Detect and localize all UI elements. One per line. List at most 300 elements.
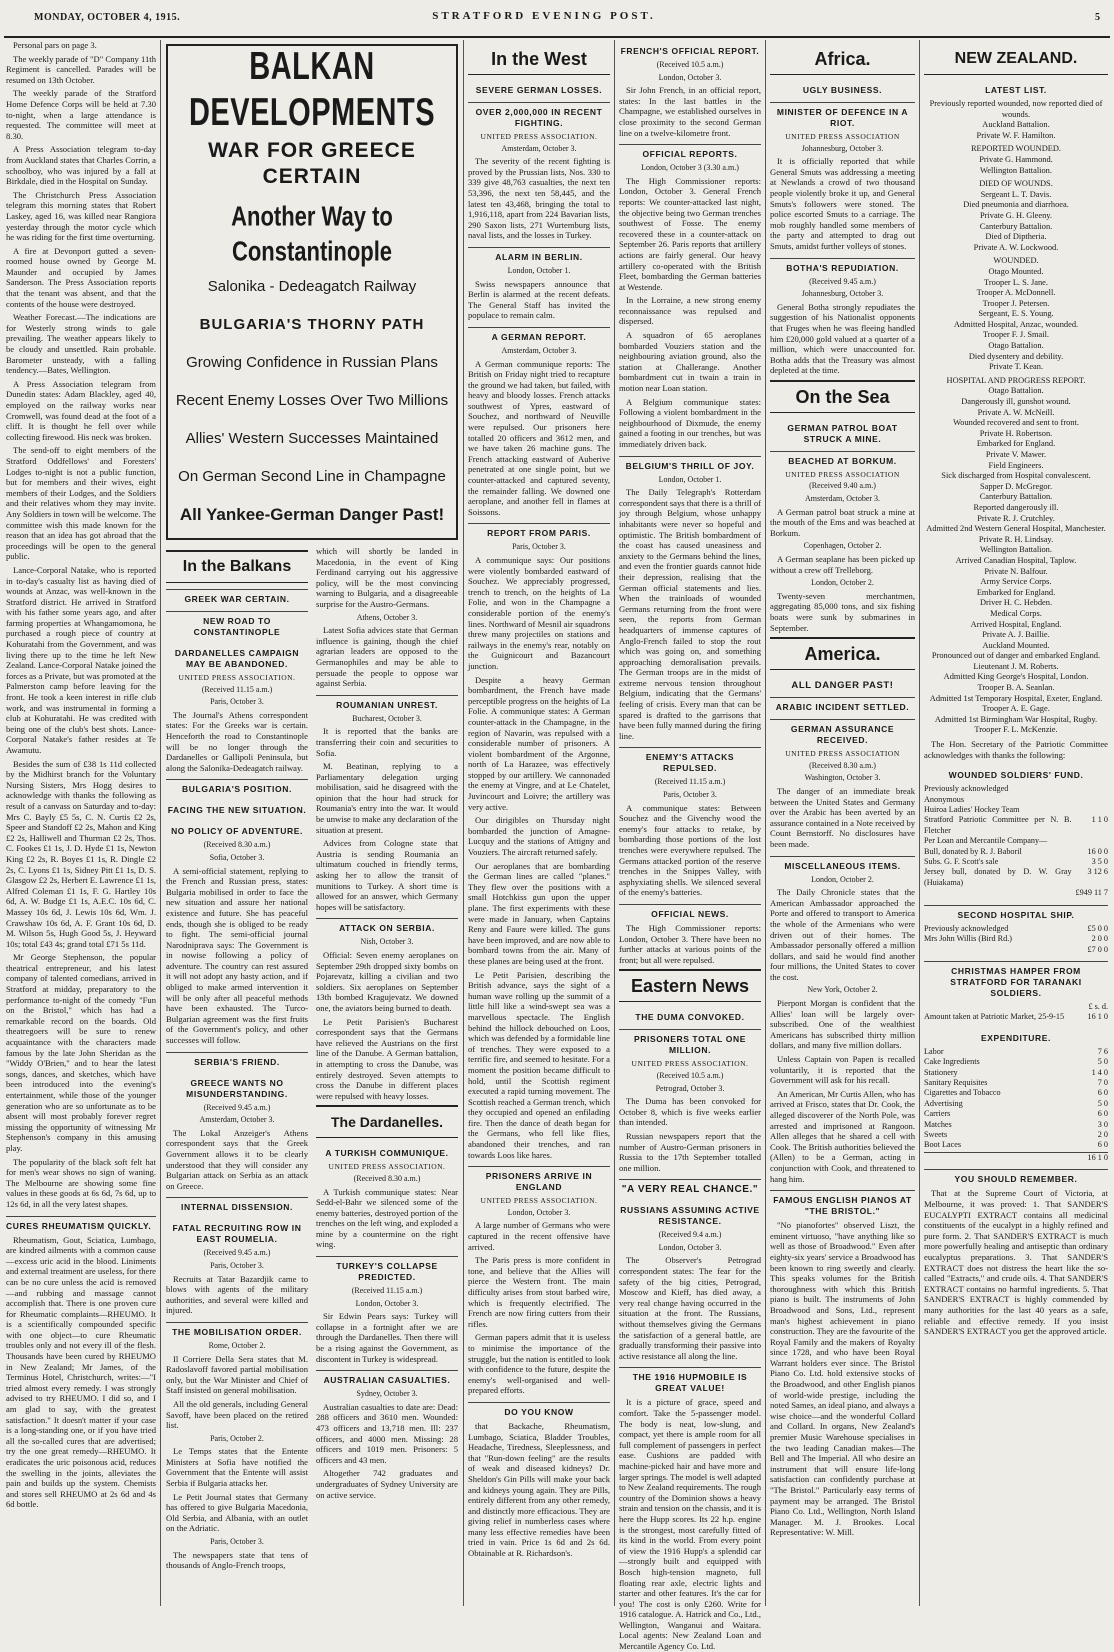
list-item: Trooper A. E. Gage.: [982, 704, 1050, 714]
table-cell-amount: 7 0: [1097, 1077, 1108, 1087]
table-cell-amount: [1072, 836, 1108, 846]
list-item: Sick discharged from Hospital convalescent.: [941, 471, 1091, 481]
paragraph: In the Lorraine, a new strong enemy reconnaissance was repulsed and dispersed.: [619, 295, 761, 327]
ad-heading: CURES RHEUMATISM QUICKLY.: [6, 1216, 156, 1232]
list-item: REPORTED WOUNDED.: [970, 144, 1062, 154]
list-item: Dangerously ill, gunshot wound.: [961, 397, 1071, 407]
column-local-news: [6, 40, 156, 1606]
paragraph: Weather Forecast.—The indications are for Westerly strong winds to gale prevailing. The weather appears likely to be cloudy and unsettled. Rain probable. Barometer unsteady, with a falling tendency.—Bates, Wellington.: [6, 312, 156, 376]
dateline: (Received 9.45 a.m.): [203, 1102, 271, 1112]
dateline: (Received 11.15 a.m.): [654, 777, 726, 787]
table-cell-label: Previously acknowledged: [924, 784, 1009, 794]
paper-name: STRATFORD EVENING POST.: [432, 10, 656, 22]
list-item: Trooper L. S. Jane.: [984, 277, 1048, 287]
article-heading: RUSSIANS ASSUMING ACTIVE RESISTANCE.: [620, 1205, 760, 1227]
byline: UNITED PRESS ASSOCIATION.: [631, 1059, 749, 1069]
ad-heading: FAMOUS ENGLISH PIANOS AT "THE BRISTOL.": [770, 1190, 915, 1217]
table-row: [924, 784, 1108, 794]
table-cell-label: Advertising: [924, 1098, 963, 1108]
section-heading: America.: [770, 637, 915, 670]
list-item: Embarked for England.: [976, 587, 1056, 597]
list-item: Otago Battalion.: [988, 386, 1044, 396]
article-heading: SEVERE GERMAN LOSSES.: [475, 85, 603, 95]
article-heading: PRISONERS ARRIVE IN ENGLAND: [468, 1166, 610, 1193]
paragraph: Russian newspapers report that the number of Austro-German prisoners in Russia to the 17th September totalled one million.: [619, 1130, 761, 1173]
dateline: London, October 2.: [811, 578, 874, 588]
table-cell-amount: 3 5 0: [1091, 857, 1108, 867]
headline-line: Recent Enemy Losses Over Two Millions: [175, 392, 449, 409]
subcolumn-right: [316, 546, 458, 1574]
article-heading: WOUNDED SOLDIERS' FUND.: [948, 770, 1084, 781]
paragraph: Despite a heavy German bombardment, the French have made perceptible progress on the heights of La Folie. A communique states: A German counter-attack in the Champagne, in the region of Navarin, was repulsed with a considerable number of prisoners. A violent bombardment of the Argonne, north of La Harazee, was effectively stopped by our artillery. We cannonaded the enemy at Vingre, and at Le Chatelet, Juvincourt and Loivre; the artillery was very active.: [468, 674, 610, 812]
dateline: Amsterdam, October 3.: [804, 494, 881, 504]
headline-box: [166, 44, 458, 540]
list-item: Trooper A. McDonnell.: [976, 288, 1056, 298]
paragraph: Il Corriere Della Sera states that M. Radoslavoff favored partial mobilisation only, but the War Minister and Chief of Staff insisted on general mobilisation.: [166, 1353, 308, 1396]
table-row: [924, 1109, 1108, 1119]
paragraph: A communique states: Between Souchez and the Givenchy wood the enemy's four attacks to retake, by bombarding those portions of the lost trenches were everywhere repulsed. The Germans attacked portion of the reserve trenches in the Snippes Valley, with asphyxiating shells. We silenced several of the enemy's batteries.: [619, 802, 761, 898]
article-heading: A GERMAN REPORT.: [468, 327, 610, 343]
article-heading: CHRISTMAS HAMPER FROM STRATFORD FOR TARANAKI SOLDIERS.: [924, 961, 1108, 999]
list-item: Trooper J. Petersen.: [982, 298, 1050, 308]
dateline: London, October 3 (3.30 a.m.): [641, 163, 739, 173]
subcolumn-left: [166, 546, 308, 1574]
paragraph: Altogether 742 graduates and undergraduates of Sydney University are on active service.: [316, 1468, 458, 1500]
paragraph: Swiss newspapers announce that Berlin is alarmed at the recent defeats. The General Staff has invited the populace to remain calm.: [468, 278, 610, 321]
expenditure-total: 16 1 0: [924, 1152, 1108, 1164]
ad-text: Rheumatism, Gout, Sciatica, Lumbago, are kindred ailments with a common cause—excess uric acid in the blood. Liniments and external treatment are useless, for there can be no cure unless the acid is removed—and rubbing and massage cannot accomplish that. There is one proven cure for Rheumatic complaints—RHEUMO. It is a scientifically compounded specific with one object—to cure Rheumatic troubles only and not every ill of the flesh. Thousands have been cured by RHEUMO in New Zealand; Mr James, of the Terminus Hotel, Christchurch, writes:—"I tried almost every remedy. I was strongly advised to try RHEUMO. I did so, and I am glad to say, with the greatest satisfaction." It doesn't matter if your case is a long-standing one, or if you have tried all the so-called cures that are advertised; try the one great remedy—RHEUMO. It eradicates the uric poisonous acid, reduces the swelling in the joints, alleviates the pain and builds up the system. Chemists and stores sell RHEUMO at 2s 6d and 4s 6d bottle.: [6, 1234, 156, 1510]
paragraph: The Lokal Anzeiger's Athens correspondent says that the Greek Government allows it to be clearly understood that they will consider any Bulgarian attack on Serbia as an attack on Greece.: [166, 1127, 308, 1191]
table-cell-amount: 3 0: [1097, 1119, 1108, 1129]
article-heading: DARDANELLES CAMPAIGN MAY BE ABANDONED.: [174, 648, 300, 669]
article-heading: BULGARIA'S POSITION.: [166, 779, 308, 795]
paragraph: The Hon. Secretary of the Patriotic Committee acknowledges with thanks the following:: [924, 739, 1108, 760]
paragraph: which will shortly be landed in Macedonia, in the event of King Ferdinand carrying out his aggressive policy, will be the most convincing warning to Bulgaria, and a disagreeable surprise for the Austro-Germans.: [316, 546, 458, 609]
ad-text: that Backache, Rheumatism, Lumbago, Sciatica, Bladder Troubles, Headache, Tiredness, Sleeplessness, and that "Run-down feeling" are the results of weak and diseased kidneys? Dr. Sheldon's Gin Pills will make your back and kidneys young again. They are Pills, entirely different from any other remedy, and distinctly more efficacious. They are giving relief in numberless cases where many less effective remedies have been tried in vain. Price 1s 6d and 2s 6d. Obtainable at R. Richardson's.: [468, 1420, 610, 1559]
list-item: Private A. J. Baillie.: [982, 630, 1050, 640]
balkans-subcolumns: [166, 546, 458, 1574]
paragraph: Personal pars on page 3.: [13, 40, 97, 50]
article-heading: GERMAN PATROL BOAT STRUCK A MINE.: [787, 422, 898, 444]
article-heading: NEW ROAD TO CONSTANTINOPLE: [166, 611, 308, 638]
table-cell-amount: 5 0: [1097, 1057, 1108, 1067]
masthead: [4, 6, 1110, 38]
article-heading: ALL DANGER PAST!: [791, 680, 894, 692]
table-cell-amount: 6 0: [1097, 1088, 1108, 1098]
dateline: Copenhagen, October 2.: [803, 541, 882, 551]
dateline: (Received 10.5 a.m.): [656, 1070, 724, 1080]
article-heading: ATTACK ON SERBIA.: [316, 918, 458, 934]
dateline: London, October 1.: [507, 265, 571, 275]
dateline: London, October 3.: [355, 1298, 419, 1308]
table-row: [924, 1068, 1108, 1078]
table-cell-amount: £7 0 0: [1087, 944, 1108, 954]
paragraph: The popularity of the black soft felt hat for men's wear shows no sign of waning. The Melbourne are showing some fine values in these goods at 6s 6d, 7s 6d, up to 12s 6d, in all the very latest shapes.: [6, 1156, 156, 1209]
table-cell-amount: £949 11 7: [1075, 888, 1108, 898]
paragraph: A squadron of 65 aeroplanes bombarded Vouziers station and the neighbouring aviation ground, also the station at Challerange. Another bombardment cut in twain a train in motion near Loan station.: [619, 330, 761, 394]
paragraph: The Paris press is more confident in tone, and believe that the Allies will pierce the Western front. The main difficulty arises from stout barbed wire, which is frequently electrified. The French are now firing cutters from their rifles.: [468, 1255, 610, 1329]
hamper-table: [924, 1002, 1108, 1023]
ad-text: It is a picture of grace, speed and comfort. Take the 5-passenger model. The body is neat, low-slung, and compact, yet there is ample room for all full complement of passengers in perfect ease. Cushions are padded with machine-picked hair and have more and larger springs. The model is well adapted to New Zealand requirements. The rough country of the Dominion shows a heavy strain and tension on the chassis, and it is here the Hupp scores. Its 22 h.p. engine is the strongest, most carefully fitted of its kind in the world. From every point of view the 1916 Hupp's a splendid car—strongly built and equipped with Bosch high-tension magneto, full floating rear axle, electric lights and starter and other features. It's the car for you! The cost is only £260. Write for 1916 catalogue. A. Hatrick and Co., Ltd., Wellington, Wanganui and Waitara. Local agents: New Zealand Loan and Mercantile Agency Co. Ltd.: [619, 1397, 762, 1652]
table-cell-amount: £ s. d.: [1088, 1001, 1108, 1011]
expenditure-table: [924, 1047, 1108, 1151]
column-rule: [765, 40, 766, 1606]
list-item: Died pneumonia and diarrhoea.: [963, 200, 1069, 210]
table-cell-label: Huiroa Ladies' Hockey Team: [924, 805, 1020, 815]
table-cell-label: Previously acknowledged: [924, 923, 1009, 933]
byline: UNITED PRESS ASSOCIATION.: [328, 1162, 446, 1172]
paragraph: Our dirigibles on Thursday night bombarded the junction of Amagne-Lucquy and the stations of Attigny and Vouziers. The aircraft returned safely.: [468, 815, 610, 858]
table-cell-amount: [1072, 805, 1108, 815]
article-heading: GREECE WANTS NO MISUNDERSTANDING.: [186, 1077, 288, 1099]
paragraph: All the old generals, including General Savoff, have been placed on the retired list.: [166, 1398, 308, 1431]
table-row: [924, 815, 1108, 836]
article-heading: "A VERY REAL CHANCE.": [619, 1179, 761, 1195]
paragraph: A German communique reports: The British on Friday night tried to recapture the ground we had taken, but failed, with heavy and bloody losses. French attacks southwest of Ypres, eastward of Souchez, and northward of Neuville were repulsed. Our prisoners here totalled 20 officers and 3612 men, and we have taken 26 machine guns. The French attacking eastward of Auberive penetrated at one single point, but we counter-attacked and captured seventy, the remainder falling. We downed one aeroplane, and another fell in flames at Soissons.: [468, 358, 610, 517]
table-cell-label: Boot Laces: [924, 1140, 962, 1150]
table-cell-label: Per Loan and Mercantile Company—: [924, 836, 1048, 846]
paragraph: Latest Sofia advices state that German influence is gaining, though the chief agrarian leaders are opposed to the Germanophiles and may be able to persuade the people to oppose war against Serbia.: [316, 625, 458, 689]
table-cell-amount: 1 4 0: [1091, 1067, 1108, 1077]
paragraph: The weekly parade of the Stratford Home Defence Corps will be held at 7.30 to-night, when a large attendance is requested. The committee will meet at 8.30.: [6, 88, 156, 141]
table-row: [924, 805, 1108, 815]
paragraph: A Belgium communique states: Following a violent bombardment in the neighbourhood of Dixmude, the enemy gained a footing in our trenches, but was immediately driven back.: [619, 396, 761, 449]
column-new-zealand: [924, 40, 1108, 1606]
dateline: (Received 9.4 a.m.): [658, 1230, 722, 1240]
paragraph: Sir Edwin Pears says: Turkey will collapse in a fortnight after we are through the Dardanelles. Then there will be a rising against the Government, as discontent in Turkey is widespread.: [316, 1311, 458, 1364]
section-heading: Eastern News: [619, 969, 761, 1002]
dateline: (Received 11.15 a.m.): [201, 684, 273, 694]
paragraph: Unless Captain von Papen is recalled voluntarily, it is reported that the Government will ask for his recall.: [770, 1054, 915, 1086]
table-cell-amount: [1072, 795, 1108, 805]
casualty-list: [924, 99, 1108, 736]
table-cell-amount: £5 0 0: [1087, 923, 1108, 933]
headline-line: Allies' Western Successes Maintained: [185, 430, 439, 447]
paragraph: The send-off to eight members of the Stratford Oddfellows' and Foresters' Lodges to-night is not a public function, but for members and their wives, eight members of their Lodges, and the Soldiers and their relatives whom they may invite. Any Soldiers in town will be welcome. The committee wish this made known for the reason that an idea has got abroad that the proceedings will be open to the general public.: [6, 445, 156, 562]
article-heading: THE MOBILISATION ORDER.: [166, 1322, 308, 1338]
dateline: Paris, October 3.: [210, 697, 264, 707]
paragraph: The High Commissioner reports: London, October 3. There have been no further attacks at various points of the front; but all were repulsed.: [619, 922, 761, 965]
sub-headline: Another Way to Constantinople: [231, 200, 393, 267]
table-cell-label: [924, 1002, 1081, 1012]
list-item: Army Service Corps.: [980, 577, 1052, 587]
dateline: Paris, October 3.: [512, 542, 566, 552]
paragraph: A communique says: Our positions were violently bombarded eastward of Souchez. We appreciably progressed, trench to trench, on the heights of La Folie, and won in the Champagne a considerable portion of the enemy's lines. Northward of Mesnil air squadrons threw many projectiles on stations and railways in the enemy's rear, notably on the Guignicourt and Bazancourt junction.: [468, 555, 610, 671]
table-cell-amount: 5 0: [1097, 1098, 1108, 1108]
table-cell-amount: 16 1 0: [1087, 1012, 1108, 1022]
dateline: Rome, October 2.: [208, 1340, 266, 1350]
dateline: Amsterdam, October 3.: [501, 143, 577, 153]
table-cell-label: Sanitary Requisites: [924, 1077, 988, 1087]
paragraph: An American, Mr Curtis Allen, who has arrived at Frisco, states that Dr. Cook, the alleged discoverer of the North Pole, was arrested and imprisoned at Rangoon. Allen alleges that he shared a cell with Cook. The British authorities believed the (Allen) to be a German, acting in conjunction with Cook, and threatened to hang him.: [770, 1088, 915, 1184]
ad-text: That at the Supreme Court of Victoria, at Melbourne, it was proved: 1. That SANDER'S EUCALYPTI EXTRACT contains all medicinal constituents of the eucalypt in a highly refined and pure form. 2. That SANDER'S EXTRACT is much more powerfully healing and antiseptic than ordinary eucalyptus preparations. 3. That SANDER'S EXTRACT does not distress the heart like the so-called "Extracts," and crude oils. 4. That SANDER'S EXTRACT contains no harmful ingredients. 5. That SANDER'S EXTRACT is highly commended by many authorities for the last 40 years as a safe, reliable and effective remedy. If you insist SANDER'S EXTRACT you get the approved article.: [924, 1188, 1108, 1337]
article-heading: MINISTER OF DEFENCE IN A RIOT.: [770, 102, 915, 129]
dateline: Sydney, October 3.: [356, 1389, 418, 1399]
article-heading: INTERNAL DISSENSION.: [166, 1197, 308, 1213]
article-heading: MISCELLANEOUS ITEMS.: [770, 856, 915, 872]
list-item: Arrived Hospital, England.: [970, 619, 1062, 629]
paragraph: The newspapers state that tens of thousands of Anglo-French troops,: [166, 1549, 308, 1571]
dateline: (Received 9.45 a.m.): [809, 276, 876, 286]
list-item: Field Engineers.: [988, 460, 1044, 470]
ad-heading: YOU SHOULD REMEMBER.: [924, 1169, 1108, 1185]
list-item: Auckland Battalion.: [982, 120, 1050, 130]
paragraph: The Daily Telegraph's Rotterdam correspondent says that there is a thrill of joy through Belgium, whose unhappy inhabitants were never so hopeful and optimistic. The British bombardment of the coast has caused uneasiness and anxiety to the Germans behind the lines, and even the frontier guards cannot hide their depression, realising that the German official statements and lies. When the trainloads of wounded Germans returning from the front were seen, the reports from German headquarters of immense captures of Anglo-French failed to stop the rout which was going on, and something approaching demoralisation prevails. The German troops are in the midst of extreme nervous tension throughout Belgium, indicating that the Germans' feeling of crisis. Every man that can be spared is drafted to the garrisons that have been fully manned during the firing line.: [619, 487, 761, 741]
paragraph: Le Petit Journal states that Germany has offered to give Bulgaria Macedonia, Old Serbia, and Albania, with an outlet on the Adriatic.: [166, 1491, 308, 1534]
column-africa-sea-america: [770, 40, 915, 1606]
paragraph: The High Commissioner reports: London, October 3. General French reports: We counter-attacked last night, the objective being two German trenches southwest of Fosse. The enemy recovered these in a counter-attack on September 26. Paris reports that artillery actions are fairly general. Our heavy artillery co-operated with the British Fleet, bombarding the German batteries at Westende.: [619, 175, 761, 292]
column-rule: [614, 40, 615, 1606]
article-heading: NO POLICY OF ADVENTURE.: [171, 826, 303, 837]
table-cell-amount: 1 1 0: [1091, 815, 1108, 825]
article-heading: FRENCH'S OFFICIAL REPORT.: [620, 46, 760, 56]
list-item: DIED OF WOUNDS.: [979, 179, 1053, 189]
paragraph: Pierpont Morgan is confident that the Allies' loan will be largely over-subscribed. One of the wealthiest Americans has subscribed thirty million dollars, and many five million dollars.: [770, 998, 915, 1051]
article-heading: GREEK WAR CERTAIN.: [166, 589, 308, 605]
list-item: Private G. Hammond.: [979, 154, 1053, 164]
issue-date: MONDAY, OCTOBER 4, 1915.: [34, 12, 181, 23]
table-cell-amount: 6 0: [1097, 1140, 1108, 1150]
list-item: Private H. Robertson.: [979, 428, 1053, 438]
article-heading: BOTHA'S REPUDIATION.: [770, 258, 915, 274]
byline: UNITED PRESS ASSOCIATION: [785, 132, 900, 141]
paragraph: A Press Association telegram to-day from Auckland states that Charles Corrin, a schoolboy, who was injured by a fall at Birkdale, died in the Hospital on Sunday.: [6, 144, 156, 187]
dateline: Nish, October 3.: [360, 937, 414, 947]
paragraph: Recruits at Tatar Bazardjik came to blows with agents of the military authorities, and several were killed and injured.: [166, 1273, 308, 1316]
article-heading: EXPENDITURE.: [980, 1032, 1052, 1043]
section-heading: Africa.: [770, 44, 915, 75]
list-item: Private V. Mawer.: [985, 450, 1047, 459]
article-heading: OFFICIAL NEWS.: [619, 904, 761, 920]
table-cell-label: Jersey bull, donated by D. W. Gray (Huiakama): [924, 867, 1072, 887]
dateline: London, October 3.: [658, 72, 722, 82]
table-cell-label: [924, 945, 1068, 955]
list-item: Private R. H. Lindsay.: [978, 534, 1054, 544]
table-row: [924, 888, 1108, 898]
article-heading: REPORT FROM PARIS.: [468, 523, 610, 539]
byline: UNITED PRESS ASSOCIATION.: [480, 1196, 598, 1206]
byline: UNITED PRESS ASSOCIATION: [785, 469, 900, 479]
list-item: Private W. F. Hamilton.: [976, 130, 1056, 140]
list-item: Wounded recovered and sent to front.: [953, 418, 1079, 428]
table-row: [924, 836, 1108, 846]
table-cell-label: Matches: [924, 1119, 952, 1129]
ad-heading: THE 1916 HUPMOBILE IS GREAT VALUE!: [619, 1367, 761, 1394]
headline-line: Salonika - Dedeagatch Railway: [207, 278, 417, 295]
list-item: Private N. Balfour.: [984, 566, 1048, 576]
list-item: Wellington Battalion.: [980, 545, 1052, 555]
table-cell-label: Anonymous: [924, 794, 965, 804]
wounded-fund-table: [924, 784, 1108, 898]
article-heading: THE DUMA CONVOKED.: [635, 1012, 745, 1023]
paragraph: A large number of Germans who were captured in the recent offensive have arrived.: [468, 1220, 610, 1252]
list-item: Trooper F. L. McKenzie.: [974, 725, 1058, 735]
table-cell-amount: 6 0: [1097, 1109, 1108, 1119]
dateline: (Received 9.45 a.m.): [203, 1248, 271, 1258]
list-item: Medical Corps.: [990, 608, 1042, 618]
table-cell-label: Subs. G. F. Scott's sale: [924, 857, 999, 867]
list-item: Admitted 1st Temporary Hospital, Exeter, England.: [929, 693, 1103, 703]
list-item: Previously reported wounded, now reported died of wounds.: [929, 99, 1103, 119]
list-item: Admitted King George's Hospital, London.: [943, 672, 1089, 682]
list-item: Canterbury Battalion.: [979, 221, 1053, 231]
list-item: Private R. J. Crutchley.: [977, 513, 1055, 523]
table-cell-amount: 2 0: [1097, 1129, 1108, 1139]
article-heading: FACING THE NEW SITUATION.: [167, 805, 307, 816]
table-row: [924, 1120, 1108, 1130]
list-item: Otago Mounted.: [988, 266, 1044, 276]
list-item: Trooper F. J. Smail.: [982, 330, 1050, 340]
column-west: [468, 40, 610, 1606]
article-heading: BEACHED AT BORKUM.: [770, 451, 915, 467]
paragraph: The Observer's Petrograd correspondent states: The fear for the safety of the big cities, Petrograd, Moscow and Kieff, has died away, a very real change having occurred in the situation at the front. The Russians, without themselves giving the Germans the satisfaction of a general battle, are gradually transforming their passive into active resistance all along the line.: [619, 1255, 761, 1361]
article-heading: BELGIUM'S THRILL OF JOY.: [619, 456, 761, 472]
paragraph: A semi-official statement, replying to the French and Russian press, states: Bulgaria mobilised in order to face the new situation and assure her national existence and future. She has peaceful ends, though she is obliged to be ready to fight. The semi-official journal Narodniprava says: The Government is in nowise following a policy of adventure. The country can rest assured it will not adopt any hasty action, and if obliged to make armed intervention it will be only after all peaceful methods have been exhausted. The Turco-Bulgarian agreement was the first fruits of the Government's policy, and other successes will follow.: [166, 865, 308, 1046]
table-row: [924, 1057, 1108, 1067]
paragraph: Le Petit Parisien's Bucharest correspondent says that the Germans have relieved the Austrians on the first line of the Danube. A German battalion, in attempting to cross the Danube, was entirely destroyed. Seven attempts to cross the Danube in different places were repulsed with heavy losses.: [316, 1016, 458, 1101]
paragraph: Sir John French, in an official report, states: In the last battles in the Champagne, we established ourselves in close proximity to the second German line on a twelve-kilometre front.: [619, 85, 761, 138]
list-item: Sergeant L. T. Davis.: [980, 189, 1052, 199]
paragraph: Advices from Cologne state that Austria is sending Roumania an ultimatum couched in friendly terms, asking her to allow the transit of munitions to Turkey. A short time is allowed for an answer, which Germany hopes will be satisfactory.: [316, 838, 458, 912]
paragraph: A German patrol boat struck a mine at the mouth of the Ems and was beached at Borkum.: [770, 506, 915, 538]
list-item: Admitted Hospital, Anzac, wounded.: [953, 319, 1079, 329]
table-cell-label: Stratford Patriotic Committee per N. B. Fletcher: [924, 815, 1072, 835]
article-heading: PRISONERS TOTAL ONE MILLION.: [619, 1029, 761, 1056]
paragraph: The Journal's Athens correspondent states: For the Greeks war is certain. Henceforth the road to Constantinople will be no longer through the Dardanelles or Gallipoli Peninsula, but along the Salonika-Dedeagatch railway.: [166, 709, 308, 773]
paragraph: It is officially reported that while General Smuts was addressing a meeting at Newlands a crowd of two thousand people violently broke it up, and General Smuts's followers were stoned. The police escorted Smuts to a carriage. The mob roughly handled some members of the party and attempted to drag out Smuts, amidst further volleys of stones.: [770, 156, 915, 251]
table-cell-amount: 3 12 6: [1087, 867, 1108, 877]
list-item: Pronounced out of danger and embarked England.: [931, 651, 1101, 661]
list-item: Trooper B. A. Seanlan.: [977, 683, 1055, 693]
paragraph: The Duma has been convoked for October 8, which is five weeks earlier than intended.: [619, 1096, 761, 1128]
article-heading: SERBIA'S FRIEND.: [166, 1052, 308, 1068]
table-row: [924, 1078, 1108, 1088]
table-row: [924, 867, 1108, 888]
dateline: (Received 11.15 a.m.): [351, 1286, 423, 1296]
dateline: Sofia, October 3.: [209, 852, 265, 862]
table-cell-label: Sweets: [924, 1129, 948, 1139]
table-row: [924, 1012, 1108, 1022]
dateline: Paris, October 3.: [663, 790, 717, 800]
dateline: Bucharest, October 3.: [352, 713, 422, 723]
dateline: Paris, October 3.: [210, 1537, 264, 1547]
dateline: Amsterdam, October 3.: [501, 345, 577, 355]
dateline: London, October 1.: [658, 474, 722, 484]
paragraph: The severity of the recent fighting is proved by the Prussian lists, Nos. 330 to 339 give 48,763 casualties, the next ten 53,396, the next ten 58,445, and the latest ten 43,468, bringing the total to 1,916,118, apart from 224 Bavarian lists, 290 Saxon lists, 271 Wurtemburg lists, naval lists, and the losses in Turkey.: [468, 156, 610, 241]
table-row: [924, 945, 1108, 955]
byline: UNITED PRESS ASSOCIATION: [785, 749, 900, 759]
column-rule: [463, 40, 464, 1606]
table-cell-label: Mrs John Willis (Bird Rd.): [924, 934, 1012, 944]
headline-line: On German Second Line in Champagne: [178, 468, 446, 485]
dateline: (Received 9.40 a.m.): [809, 481, 876, 491]
paragraph: A Press Association telegram from Dunedin states: Adam Blackley, aged 40, employed on the railway works near Cromwell, was found dead at the foot of a cliff. It is thought he fell over while collecting firewood. His neck was broken.: [6, 378, 156, 442]
table-row: [924, 1002, 1108, 1012]
article-heading: OVER 2,000,000 IN RECENT FIGHTING.: [468, 102, 610, 129]
table-row: [924, 847, 1108, 857]
article-heading: FATAL RECRUITING ROW IN EAST ROUMELIA.: [172, 1223, 302, 1245]
table-cell-label: [924, 888, 1072, 898]
dateline: (Received 8.30 a.m.): [203, 840, 271, 850]
table-cell-label: Labor: [924, 1046, 944, 1056]
dateline: (Received 8.30 a.m.): [809, 760, 876, 770]
dateline: London, October 3.: [507, 1207, 571, 1217]
article-heading: SECOND HOSPITAL SHIP.: [924, 905, 1108, 921]
article-heading: ROUMANIAN UNREST.: [316, 695, 458, 711]
column-french-eastern: [619, 40, 762, 1652]
list-item: Private T. Kean.: [988, 362, 1044, 372]
list-item: Embarked for England.: [976, 439, 1056, 449]
dateline: Athens, October 3.: [356, 612, 418, 622]
paragraph: Our aeroplanes that are bombarding the German lines are called "planes." They flew over the positions with a small Hotchkiss gun upon the upper plane. The first experiments with these were made in January, when Captains Reny and Faure were killed. The guns have been improved, and are now able to bombard towns from the air. Many of these planes are being used at the front.: [468, 860, 610, 966]
dateline: Petrograd, October 3.: [655, 1083, 725, 1093]
section-heading: On the Sea: [770, 380, 915, 413]
table-row: [924, 1130, 1108, 1140]
list-item: Private A. W. McNeill.: [977, 407, 1055, 417]
ad-heading: DO YOU KNOW: [468, 1402, 610, 1418]
list-item: Sergeant, E. S. Young.: [978, 309, 1054, 319]
byline: UNITED PRESS ASSOCIATION.: [480, 132, 598, 141]
article-heading: OFFICIAL REPORTS.: [619, 144, 761, 160]
table-row: [924, 1099, 1108, 1109]
list-item: Lieutenant J. M. Roberts.: [973, 661, 1059, 671]
headline-line: All Yankee-German Danger Past!: [179, 505, 445, 524]
table-cell-label: Cigarettes and Tobacco: [924, 1088, 1001, 1098]
headline-line: Growing Confidence in Russian Plans: [186, 354, 438, 371]
table-cell-label: Carriers: [924, 1109, 951, 1119]
list-item: Private G. H. Gleeny.: [979, 210, 1053, 220]
table-cell-amount: [1072, 784, 1108, 794]
main-headline: BALKAN DEVELOPMENTS: [188, 45, 436, 135]
paragraph: The Christchurch Press Association telegram this morning states that Robert Laskey, aged 16, was killed near Rangiora yesterday through the motor cycle which he was riding for the first time overturning.: [6, 189, 156, 243]
paragraph: Besides the sum of £38 1s 11d collected by the Midhirst branch for the Voluntary Nursing Sisters, Mrs Hogg desires to acknowledge with thanks the following as result of a canvass on Saturday and to-day: Mrs C. Bayly £5 5s, C. N. Curtis £2 2s, Speer and Standoff £2 2s, Mahon and King £2 2s, Halliwell and Thurman £2 2s, Thos. C. Fookes £1 1s, J. D. Hyde £1 1s, Newton King £2 2s, R. Boyes £1 1s, R. Dingle £2 2s, C. Lyons £1 1s, Sidney Pitt £1 1s, D. S. Glasgow £2 2s, Herbert E. Lawrence £1 1s, Alfred Coleman £1 1s, F. G. Hartley 10s 6d, A. W. Budge £1 1s, A.E.C. 10s 6d, C. Massey 10s 6d, J. Lewis 10s 6d, Wm. J. Crawshaw 10s 6d, A. F. Grant 10s 6d, D. M. Wilson 5s, Hugh Good 5s, J. Heyward 10s; total £43 4s; grand total £71 5s 11d.: [6, 758, 156, 949]
table-cell-amount: 2 0 0: [1091, 934, 1108, 944]
paragraph: M. Beatinan, replying to a Parliamentary delegation urging mobilisation, said he disagreed with the opinion that the hour had struck for Roumania's entry into the war. It would be unwise to make any declaration of the situation at present.: [316, 761, 458, 835]
section-heading: In the Balkans: [166, 550, 308, 583]
paragraph: Australian casualties to date are: Dead: 288 officers and 3610 men. Wounded: 473 officers and 13,718 men. Ill: 237 officers, and 4000 men. Missing: 28 officers and 1019 men. Prisoners: 5 officers and 43 men.: [316, 1401, 458, 1465]
list-item: Reported dangerously ill.: [973, 502, 1059, 512]
dateline: Amsterdam, October 3.: [199, 1115, 275, 1125]
column-balkans: [166, 40, 458, 1606]
article-heading: UGLY BUSINESS.: [802, 85, 883, 95]
dateline: New York, October 2.: [807, 985, 878, 995]
headline-line: BULGARIA'S THORNY PATH: [199, 316, 425, 333]
paragraph: A fire at Devonport gutted a seven-roomed house owned by George M. Maunder and occupied by James Sanderson. The Press Association reports that the tenant was absent, and that the contents of the house were destroyed.: [6, 245, 156, 309]
article-heading: ENEMY'S ATTACKS REPULSED.: [619, 747, 761, 774]
dateline: Washington, October 3.: [804, 773, 881, 783]
table-cell-amount: 16 0 0: [1087, 846, 1108, 856]
table-cell-amount: 7 6: [1097, 1046, 1108, 1056]
list-item: Wellington Battalion.: [980, 165, 1052, 175]
dateline: London, October 2.: [811, 874, 874, 884]
dateline: Johannesburg, October 3.: [801, 289, 884, 299]
dateline: Paris, October 3.: [210, 1260, 264, 1270]
table-row: [924, 857, 1108, 867]
paragraph: German papers admit that it is useless to minimise the importance of the struggle, but the nation is entitled to look with confidence to the future, despite the enemy's well-organised and well-prepared efforts.: [468, 1332, 610, 1396]
table-row: [924, 1140, 1108, 1150]
list-item: Canterbury Battalion.: [979, 492, 1053, 502]
paragraph: Twenty-seven merchantmen, aggregating 85,000 tons, and six fishing boats were sunk by submarines in September.: [770, 590, 915, 633]
list-item: Auckland Mounted.: [982, 640, 1050, 650]
list-item: HOSPITAL AND PROGRESS REPORT.: [946, 375, 1086, 385]
list-item: Sapper D. McGregor.: [979, 481, 1053, 491]
article-heading: AUSTRALIAN CASUALTIES.: [316, 1370, 458, 1386]
list-item: Died of Diptheria.: [985, 232, 1047, 242]
dateline: Johannesburg, October 3.: [801, 143, 884, 153]
article-heading: GERMAN ASSURANCE RECEIVED.: [770, 719, 915, 746]
paragraph: The danger of an immediate break between the United States and Germany over the Arabic has been averted by an assurance contained in a Note received by Count Bernstorff. No disclosures have been made.: [770, 785, 915, 849]
table-cell-label: Amount taken at Patriotic Market, 25-9-15: [924, 1012, 1065, 1022]
